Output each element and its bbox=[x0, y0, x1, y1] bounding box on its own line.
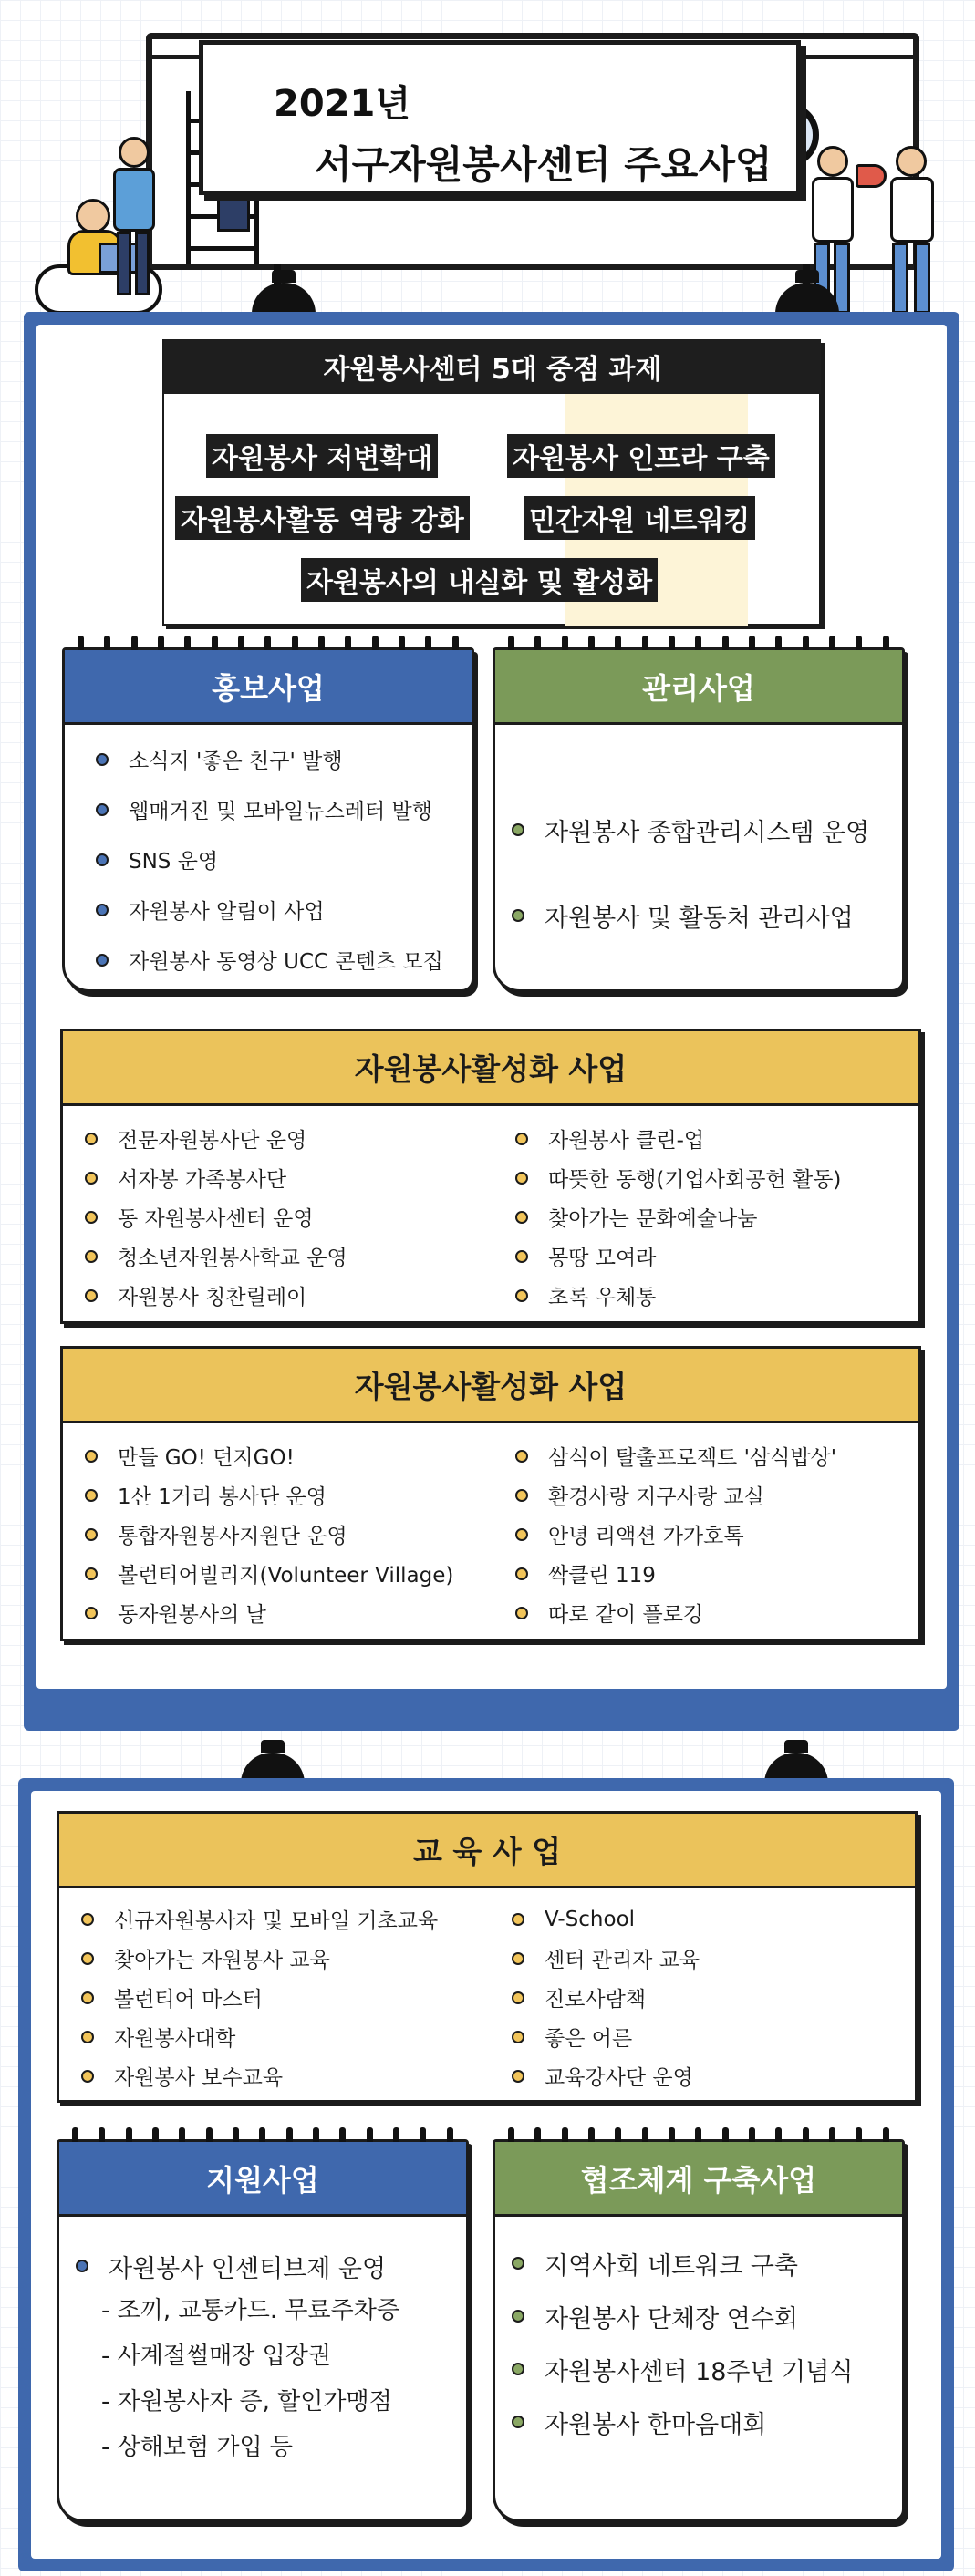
list-item: 자원봉사 인센티브제 운영 bbox=[76, 2240, 399, 2292]
priority-item: 민간자원 네트워킹 bbox=[524, 496, 755, 540]
list-item: 청소년자원봉사학교 운영 bbox=[85, 1236, 347, 1276]
list-item: 서자봉 가족봉사단 bbox=[85, 1158, 347, 1197]
list-item: 통합자원봉사지원단 운영 bbox=[85, 1515, 453, 1554]
list-item: 웹매거진 및 모바일뉴스레터 발행 bbox=[96, 784, 443, 834]
priority-item: 자원봉사의 내실화 및 활성화 bbox=[301, 558, 658, 602]
support-sub-item: - 상해보험 가입 등 bbox=[101, 2434, 293, 2461]
education-box bbox=[57, 1811, 918, 2103]
list-item: 자원봉사 칭찬릴레이 bbox=[85, 1276, 347, 1315]
list-item: 찾아가는 문화예술나눔 bbox=[515, 1197, 841, 1236]
list-item: 지역사회 네트워크 구축 bbox=[512, 2237, 853, 2290]
list-item: 자원봉사 단체장 연수회 bbox=[512, 2290, 853, 2343]
panel-hanger-clip bbox=[241, 1740, 305, 1784]
education-title: 교 육 사 업 bbox=[59, 1814, 915, 1888]
panel-hanger-clip bbox=[252, 270, 316, 314]
list-item: 환경사랑 지구사랑 교실 bbox=[515, 1475, 836, 1515]
list-item: 자원봉사 종합관리시스템 운영 bbox=[512, 787, 869, 873]
list-item: 자원봉사 클린-업 bbox=[515, 1119, 841, 1158]
management-title: 관리사업 bbox=[495, 650, 902, 725]
list-item: 자원봉사 보수교육 bbox=[81, 2056, 438, 2095]
panel-hanger-clip bbox=[764, 1740, 828, 1784]
activation-title-1: 자원봉사활성화 사업 bbox=[63, 1031, 918, 1106]
list-item: 안녕 리액션 가가호톡 bbox=[515, 1515, 836, 1554]
activation-box-1 bbox=[60, 1029, 921, 1324]
priorities-heading: 자원봉사센터 5대 중점 과제 bbox=[164, 339, 821, 394]
cooperation-notebook bbox=[493, 2139, 905, 2522]
list-item: 자원봉사센터 18주년 기념식 bbox=[512, 2343, 853, 2395]
person-megaphone-illustration bbox=[881, 146, 945, 319]
list-item: 따로 같이 플로깅 bbox=[515, 1593, 836, 1632]
promotion-title: 홍보사업 bbox=[65, 650, 472, 725]
list-item: 볼런티어 마스터 bbox=[81, 1978, 438, 2017]
panel-hanger-clip bbox=[775, 270, 839, 314]
list-item: 진로사람책 bbox=[512, 1978, 700, 2017]
priority-item: 자원봉사활동 역량 강화 bbox=[175, 496, 470, 540]
support-sub-item: - 조끼, 교통카드. 무료주차증 bbox=[101, 2297, 399, 2324]
person-standing-left-illustration bbox=[102, 137, 166, 319]
list-item: 따뜻한 동행(기업사회공헌 활동) bbox=[515, 1158, 841, 1197]
cooperation-title: 협조체계 구축사업 bbox=[495, 2142, 902, 2217]
list-item: 초록 우체통 bbox=[515, 1276, 841, 1315]
list-item: 좋은 어른 bbox=[512, 2017, 700, 2056]
page-title: 서구자원봉사센터 주요사업 bbox=[315, 142, 773, 187]
list-item: 동자원봉사의 날 bbox=[85, 1593, 453, 1632]
list-item: 볼런티어빌리지(Volunteer Village) bbox=[85, 1554, 453, 1593]
list-item: 싹클린 119 bbox=[515, 1554, 836, 1593]
support-sub-item: - 자원봉사자 증, 할인가맹점 bbox=[101, 2388, 392, 2416]
list-item: 전문자원봉사단 운영 bbox=[85, 1119, 347, 1158]
promotion-notebook bbox=[62, 647, 474, 992]
list-item: 센터 관리자 교육 bbox=[512, 1939, 700, 1978]
list-item: 동 자원봉사센터 운영 bbox=[85, 1197, 347, 1236]
megaphone-icon bbox=[856, 164, 887, 188]
list-item: 찾아가는 자원봉사 교육 bbox=[81, 1939, 438, 1978]
list-item: V-School bbox=[512, 1899, 700, 1939]
priority-item: 자원봉사 인프라 구축 bbox=[507, 434, 775, 478]
activation-title-2: 자원봉사활성화 사업 bbox=[63, 1349, 918, 1423]
list-item: 삼식이 탈출프로젝트 '삼식밥상' bbox=[515, 1436, 836, 1475]
activation-box-2 bbox=[60, 1346, 921, 1641]
list-item: 신규자원봉사자 및 모바일 기초교육 bbox=[81, 1899, 438, 1939]
list-item: SNS 운영 bbox=[96, 834, 443, 885]
support-sub-item: - 사계절썰매장 입장권 bbox=[101, 2343, 331, 2370]
list-item: 1산 1거리 봉사단 운영 bbox=[85, 1475, 453, 1515]
support-notebook bbox=[57, 2139, 469, 2522]
list-item: 자원봉사 및 활동처 관리사업 bbox=[512, 873, 869, 958]
list-item: 몽땅 모여라 bbox=[515, 1236, 841, 1276]
list-item: 소식지 '좋은 친구' 발행 bbox=[96, 734, 443, 784]
list-item: 자원봉사 동영상 UCC 콘텐츠 모집 bbox=[96, 935, 443, 985]
priority-item: 자원봉사 저변확대 bbox=[206, 434, 438, 478]
list-item: 만들 GO! 던지GO! bbox=[85, 1436, 453, 1475]
management-notebook bbox=[493, 647, 905, 992]
page-title-year: 2021년 bbox=[274, 83, 410, 125]
list-item: 자원봉사대학 bbox=[81, 2017, 438, 2056]
support-title: 지원사업 bbox=[59, 2142, 466, 2217]
list-item: 자원봉사 알림이 사업 bbox=[96, 885, 443, 935]
list-item: 교육강사단 운영 bbox=[512, 2056, 700, 2095]
list-item: 자원봉사 한마음대회 bbox=[512, 2395, 853, 2448]
